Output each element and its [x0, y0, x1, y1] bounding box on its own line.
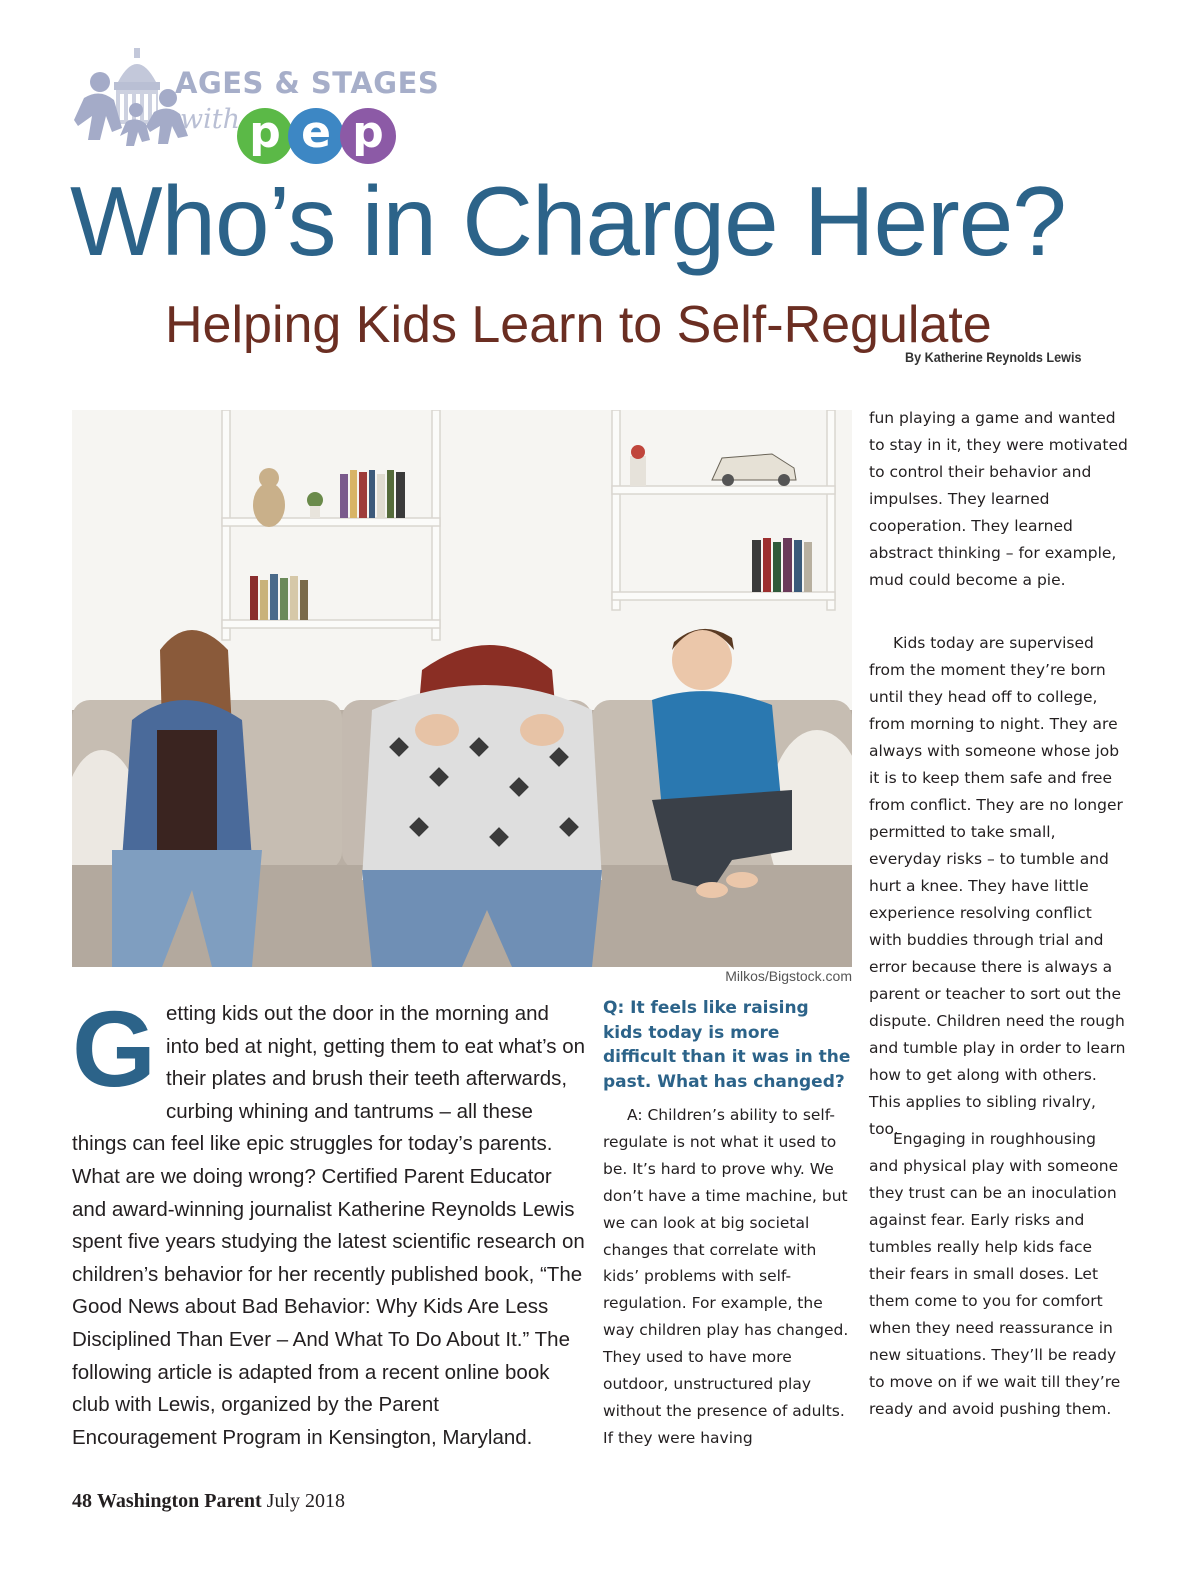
publication-name: Washington Parent: [97, 1490, 262, 1512]
byline: By Katherine Reynolds Lewis: [905, 349, 1082, 365]
logo-with-text: with: [180, 104, 240, 135]
logo-pep-letter-e: e: [288, 108, 344, 164]
body-paragraph-2: Kids today are supervised from the moment they’re born until they head off to college, from morning to night. They are always with someone whose job it is to keep them safe and free from conflict. They are no longer permitted to take small, everyday risks – to tumble and hurt a knee. They have little experience resolving conflict with buddies through trial and error because there is always a parent or teacher to sort out the dispute. Children need the rough and tumble play in order to learn how to get along with others. This applies to sibling rivalry, too.: [869, 634, 1126, 1138]
drop-cap: G: [72, 988, 157, 1109]
issue-date: July 2018: [266, 1490, 346, 1512]
ages-stages-logo: [0, 0, 440, 180]
intro-paragraph: [72, 988, 587, 1454]
logo-ages-stages-text: AGES & STAGES: [175, 66, 440, 100]
body-paragraph-1: fun playing a game and wanted to stay in it, they were motivated to control their behavior and impulses. They learned cooperation. They learned abstract thinking – for example, mud could become a pie.: [869, 409, 1128, 589]
qa-answer: A: Children’s ability to self-regulate is not what it used to be. It’s hard to prove why. We don’t have a time machine, but we can look at big societal changes that correlate with kids’ problems with self-regulation. For example, the way children play has changed. They used to have more outdoor, unstructured play without the presence of adults. If they were having: [603, 1106, 849, 1447]
logo-pep-letter-p: p: [237, 108, 293, 164]
body-paragraph-3: Engaging in roughhousing and physical play with someone they trust can be an inoculation against fear. Early risks and tumbles really help kids face their fears in small doses. Let them come to you for comfort when they need reassurance in new situations. They’ll be ready to move on if we wait till they’re ready and avoid pushing them.: [869, 1130, 1121, 1418]
article-subtitle: Helping Kids Learn to Self-Regulate: [165, 296, 992, 354]
family-on-sofa-image: [72, 410, 852, 967]
article-photo: [72, 410, 852, 967]
page-number: 48: [72, 1490, 92, 1512]
article-title: Who’s in Charge Here?: [70, 166, 1066, 276]
intro-text: etting kids out the door in the morning and into bed at night, getting them to eat what’s on their plates and brush their teeth afterwards, curbing whining and tantrums – all these things can feel like epic struggles for today’s parents. What are we doing wrong? Certified Parent Educator and award-winning journalist Katherine Reynolds Lewis spent five years studying the latest scientific research on children’s behavior for her recently published book, “The Good News about Bad Behavior: Why Kids Are Less Disciplined Than Ever – And What To Do About It.” The following article is adapted from a recent online book club with Lewis, organized by the Parent Encouragement Program in Kensington, Maryland.: [72, 1002, 586, 1449]
qa-question: Q: It feels like raising kids today is more difficult than it was in the past. What has changed?: [603, 998, 851, 1092]
photo-credit: Milkos/Bigstock.com: [725, 968, 852, 984]
logo-pep-letter-p-2: p: [340, 108, 396, 164]
page-footer: [72, 1490, 345, 1513]
